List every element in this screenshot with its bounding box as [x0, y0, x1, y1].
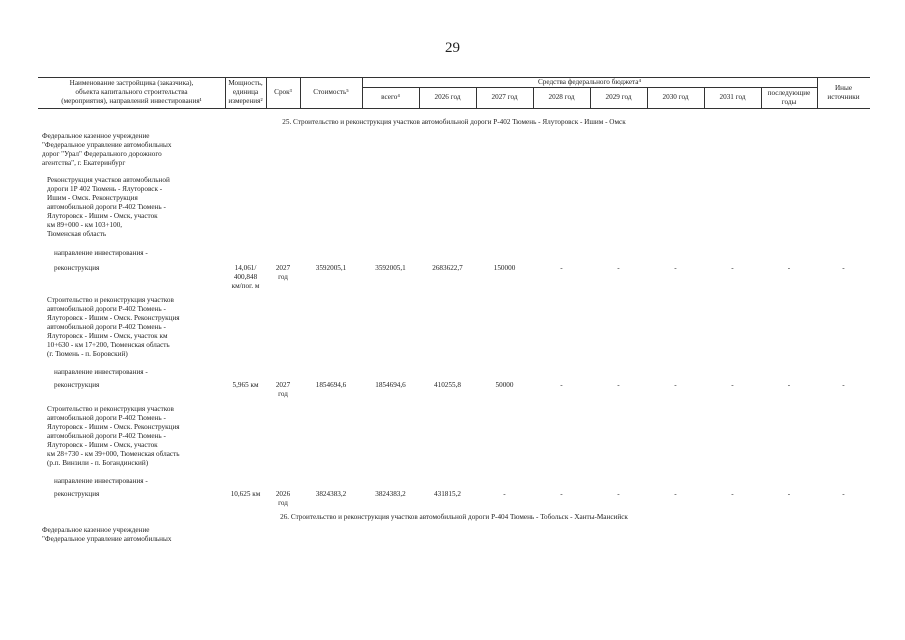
cost-cell: 3824383,2 — [315, 490, 347, 498]
y2028-cell: - — [560, 490, 563, 498]
y2031-cell: - — [731, 381, 734, 389]
total-cell: 3592005,1 — [375, 264, 406, 272]
object-name: Строительство и реконструкция участков автомобильной дороги Р-402 Тюмень - Ялуторовск - Ишим - Омск. Реконструкция автомобильной дороги Р-402 Тюмень - Ялуторовск - Ишим - Омск, участок км 28+730 - км 39+000, Тюменская область (р.п. Винзили - п. Богандинский) — [47, 405, 180, 467]
customer-name: Федеральное казенное учреждение "Федеральное управление автомобильных дорог "Урал" Федерального дорожного агентства", г. Екатеринбург — [42, 132, 172, 167]
section-title: 25. Строительство и реконструкция участков автомобильной дороги Р-402 Тюмень - Ялуторовск - Ишим - Омск — [282, 118, 626, 126]
direction-label: направление инвестирования - — [54, 368, 148, 376]
col-header-2030: 2030 год — [662, 93, 689, 101]
y2030-cell: - — [674, 490, 677, 498]
col-header-2029: 2029 год — [605, 93, 632, 101]
direction-label: направление инвестирования - — [54, 477, 148, 485]
y2026-cell: 2683622,7 — [432, 264, 463, 272]
y2028-cell: - — [560, 264, 563, 272]
col-header-name: Наименование застройщика (заказчика), объекта капитального строительства (мероприятия), направлений инвестирования¹ — [61, 79, 202, 105]
y2029-cell: - — [617, 490, 620, 498]
section-title: 26. Строительство и реконструкция участков автомобильной дороги Р-404 Тюмень - Тобольск - Ханты-Мансийск — [280, 513, 628, 521]
y2027-cell: 150000 — [493, 264, 516, 272]
header-bottom-rule — [38, 108, 870, 109]
col-header-cost: Стоимость⁵ — [313, 88, 349, 96]
col-header-2031: 2031 год — [719, 93, 746, 101]
direction-value: реконструкция — [54, 264, 100, 272]
term-cell: 2027 год — [275, 381, 291, 398]
term-cell: 2026 год — [275, 490, 291, 507]
y2031-cell: - — [731, 490, 734, 498]
term-cell: 2027 год — [275, 264, 291, 281]
later-cell: - — [787, 490, 791, 498]
direction-value: реконструкция — [54, 490, 100, 498]
object-name: Реконструкция участков автомобильной дороги 1Р 402 Тюмень - Ялуторовск - Ишим - Омск. Реконструкция автомобильной дороги Р-402 Тюмень - Ялуторовск - Ишим - Омск, участок км 89+000 - км 103+100, Тюменская область — [47, 176, 170, 238]
direction-value: реконструкция — [54, 381, 100, 389]
y2031-cell: - — [731, 264, 734, 272]
y2030-cell: - — [674, 264, 677, 272]
y2027-cell: 50000 — [495, 381, 514, 389]
col-header-2027: 2027 год — [491, 93, 518, 101]
direction-label: направление инвестирования - — [54, 249, 148, 257]
capacity-cell: 10,625 км — [230, 490, 261, 498]
y2027-cell: - — [503, 490, 506, 498]
y2026-cell: 431815,2 — [434, 490, 461, 498]
later-cell: - — [787, 381, 791, 389]
y2030-cell: - — [674, 381, 677, 389]
col-header-total: всего⁴ — [381, 93, 400, 101]
cost-cell: 1854694,6 — [315, 381, 347, 389]
cost-cell: 3592005,1 — [315, 264, 347, 272]
col-header-capacity: Мощность, единица измерения² — [228, 79, 263, 105]
col-header-later: последующие годы — [767, 89, 811, 106]
customer-name: Федеральное казенное учреждение "Федеральное управление автомобильных — [42, 526, 172, 543]
col-header-2026: 2026 год — [434, 93, 461, 101]
col-header-federal: Средства федерального бюджета⁴ — [538, 78, 641, 86]
y2029-cell: - — [617, 264, 620, 272]
y2026-cell: 410255,8 — [434, 381, 461, 389]
page-number: 29 — [445, 40, 460, 56]
col-header-term: Срок³ — [274, 88, 292, 96]
other-cell: - — [842, 264, 845, 272]
col-header-2028: 2028 год — [548, 93, 575, 101]
object-name: Строительство и реконструкция участков автомобильной дороги Р-402 Тюмень - Ялуторовск - Ишим - Омск. Реконструкция автомобильной дороги Р-402 Тюмень - Ялуторовск - Ишим - Омск, участок км 10+630 - км 17+200, Тюменская область (г. Тюмень - п. Боровский) — [47, 296, 180, 358]
other-cell: - — [842, 490, 845, 498]
capacity-cell: 14,061/ 400,848 км/пог. м — [231, 264, 260, 290]
col-header-other: Иные источники — [827, 84, 860, 101]
y2029-cell: - — [617, 381, 620, 389]
total-cell: 1854694,6 — [375, 381, 406, 389]
later-cell: - — [787, 264, 791, 272]
capacity-cell: 5,965 км — [232, 381, 259, 389]
y2028-cell: - — [560, 381, 563, 389]
total-cell: 3824383,2 — [375, 490, 406, 498]
other-cell: - — [842, 381, 845, 389]
